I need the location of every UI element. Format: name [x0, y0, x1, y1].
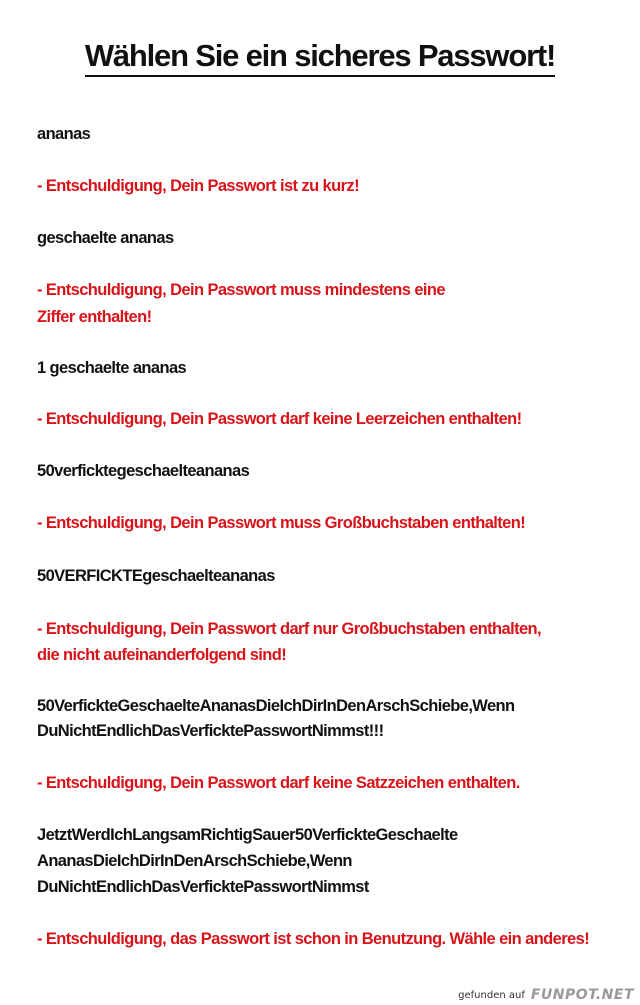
password-attempt-7-line-3: DuNichtEndlichDasVerficktePasswortNimmst: [37, 878, 369, 896]
password-attempt-2: geschaelte ananas: [37, 229, 174, 247]
page-title: [0, 38, 640, 74]
password-attempt-5: 50VERFICKTEgeschaelteananas: [37, 567, 275, 585]
error-message-2-line-1: - Entschuldigung, Dein Passwort muss mindestens eine: [37, 281, 445, 299]
password-attempt-7-line-2: AnanasDieIchDirInDenArschSchiebe,Wenn: [37, 852, 352, 870]
error-message-7: - Entschuldigung, das Passwort ist schon in Benutzung. Wähle ein anderes!: [37, 930, 590, 948]
password-attempt-6-line-2: DuNichtEndlichDasVerficktePasswortNimmst!!!: [37, 722, 384, 740]
error-message-1: - Entschuldigung, Dein Passwort ist zu kurz!: [37, 177, 359, 195]
error-message-6: - Entschuldigung, Dein Passwort darf keine Satzzeichen enthalten.: [37, 774, 520, 792]
found-on-label: gefunden auf: [458, 989, 525, 1001]
password-attempt-7-line-1: JetztWerdIchLangsamRichtigSauer50VerfickteGeschaelte: [37, 826, 458, 844]
watermark-footer: [396, 985, 640, 1005]
password-attempt-4: 50verficktegeschaelteananas: [37, 462, 250, 480]
error-message-4: - Entschuldigung, Dein Passwort muss Großbuchstaben enthalten!: [37, 514, 526, 532]
password-attempt-3: 1 geschaelte ananas: [37, 359, 187, 377]
funpot-logo: FUNPOT.NET: [530, 987, 634, 1003]
password-attempt-6-line-1: 50VerfickteGeschaelteAnanasDieIchDirInDenArschSchiebe,Wenn: [37, 697, 515, 715]
error-message-2-line-2: Ziffer enthalten!: [37, 308, 152, 326]
error-message-3: - Entschuldigung, Dein Passwort darf keine Leerzeichen enthalten!: [37, 410, 522, 428]
page-title-text: Wählen Sie ein sicheres Passwort!: [85, 38, 555, 77]
password-attempt-1: ananas: [37, 125, 91, 143]
error-message-5-line-2: die nicht aufeinanderfolgend sind!: [37, 646, 287, 664]
error-message-5-line-1: - Entschuldigung, Dein Passwort darf nur Großbuchstaben enthalten,: [37, 620, 542, 638]
